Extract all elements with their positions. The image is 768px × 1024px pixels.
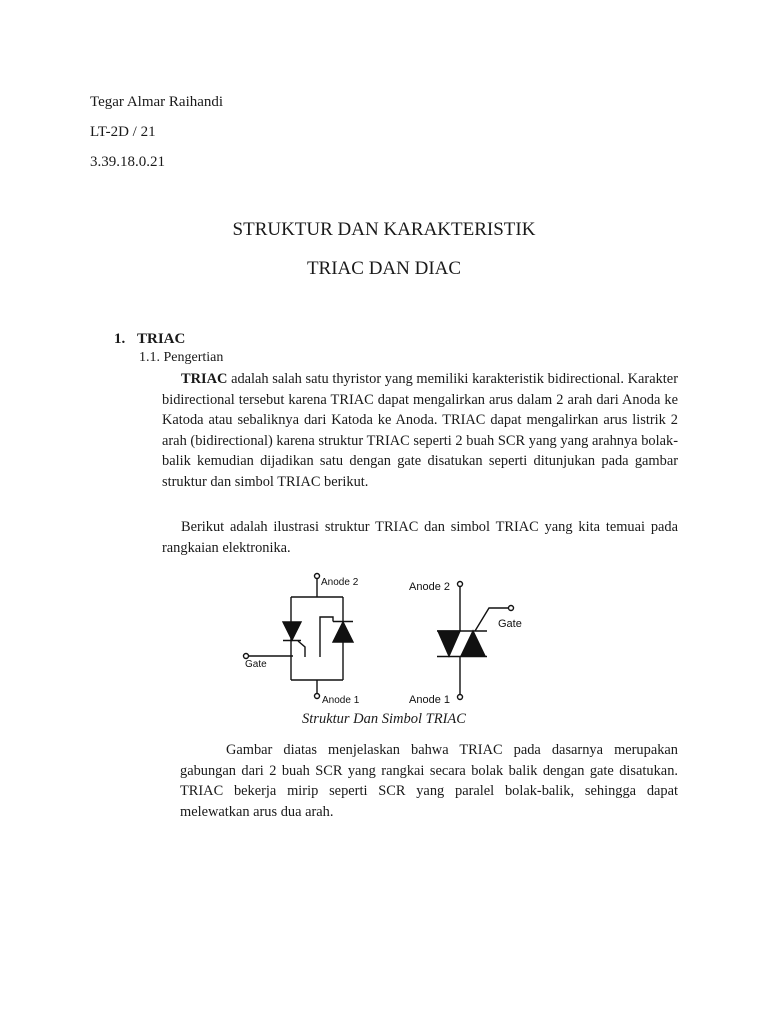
class-code: LT-2D / 21 [90,124,156,140]
section-heading: TRIAC [137,331,186,347]
paragraph-bold-term: TRIAC [181,371,228,387]
figure-caption: Struktur Dan Simbol TRIAC [302,711,466,727]
label-anode1-right: Anode 1 [409,694,450,706]
paragraph-definition-text: adalah salah satu thyristor yang memiliki karakteristik bidirectional. Karakter bidirectional tersebut karena TRIAC dapat mengalirkan arus dalam 2 arah dari Anoda ke Katoda atau sebaliknya dari Katoda ke Anoda. TRIAC dapat mengalirkan arus listrik 2 arah (bidirectional) karena struktur TRIAC seperti 2 buah SCR yang yang arahnya bolak-balik kemudian dijadikan satu dengan gate disatukan seperti ditunjukan pada gambar struktur dan simbol TRIAC berikut. [162,371,678,490]
paragraph-illustration-text: Berikut adalah ilustrasi struktur TRIAC dan simbol TRIAC yang kita temuai pada rangkaian elektronika. [162,519,678,556]
triac-forward-icon [438,631,460,656]
triac-reverse-icon [461,631,485,656]
anode2-terminal [315,574,320,579]
scr-up-icon [333,622,353,642]
label-anode2-right: Anode 2 [409,581,450,593]
anode1-terminal [315,694,320,699]
label-gate-right: Gate [498,618,522,630]
document-title-line2: TRIAC DAN DIAC [306,258,462,279]
label-gate-left: Gate [245,659,267,670]
paragraph-explanation [180,740,678,822]
paragraph-explanation-text: Gambar diatas menjelaskan bahwa TRIAC pada dasarnya merupakan gabungan dari 2 buah SCR yang rangkai secara bolak balik dengan gate disatukan. TRIAC bekerja mirip seperti SCR yang paralel bolak-balik, sehingga dapat melewatkan arus dua arah. [180,742,678,820]
student-id: 3.39.18.0.21 [90,154,165,170]
section-number: 1. [114,331,126,347]
label-anode2-left: Anode 2 [321,577,359,588]
gate-terminal-left [244,654,249,659]
scr-down-icon [283,622,301,640]
subsection-heading: 1.1. Pengertian [139,350,224,365]
symbol-anode1-terminal [458,695,463,700]
label-anode1-left: Anode 1 [322,695,360,706]
symbol-gate-terminal [509,606,514,611]
document-title-line1: STRUKTUR DAN KARAKTERISTIK [232,219,536,240]
symbol-anode2-terminal [458,582,463,587]
author-name: Tegar Almar Raihandi [90,94,224,110]
